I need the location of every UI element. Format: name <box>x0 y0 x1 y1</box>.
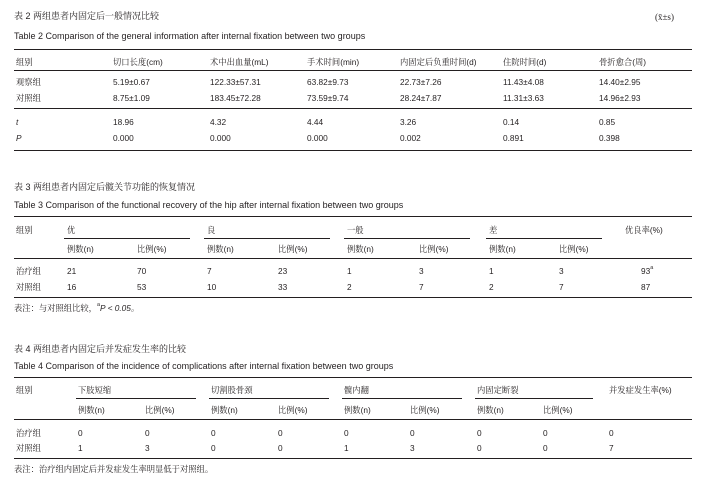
table3-group-underline <box>344 238 470 239</box>
table2-cell: 183.45±72.28 <box>210 93 261 103</box>
table3-cell: 2 <box>489 282 494 292</box>
table4-cell: 0 <box>410 428 415 438</box>
table3-rate-value: 93 <box>641 266 651 276</box>
table4-group-underline <box>475 398 593 399</box>
table2-cell: 0.000 <box>113 133 134 143</box>
table2-cell: P <box>16 133 22 143</box>
table2-cell: 14.40±2.95 <box>599 77 641 87</box>
table3-group-heading: 一般 <box>347 225 364 235</box>
table3-cell: 治疗组 <box>16 266 41 276</box>
table2-header-cell: 切口长度(cm) <box>113 57 163 67</box>
table4-cell: 0 <box>145 428 150 438</box>
table4-cell: 0 <box>477 428 482 438</box>
table4-cell: 3 <box>410 443 415 453</box>
table4-cell: 3 <box>145 443 150 453</box>
table2-cell: 28.24±7.87 <box>400 93 442 103</box>
table3-cell: 33 <box>278 282 288 292</box>
table4-group-heading: 髋内翻 <box>344 385 369 395</box>
table3-cell: 70 <box>137 266 147 276</box>
table2-cell: 0.002 <box>400 133 421 143</box>
table4-cell: 对照组 <box>16 443 41 453</box>
table3-top-rule <box>14 216 692 217</box>
table2-title-en: Table 2 Comparison of the general information after internal fixation between two groups <box>14 31 366 41</box>
table4-cell: 1 <box>78 443 83 453</box>
table3-note-suffix: P < 0.05。 <box>100 303 140 313</box>
table2-cell: 11.43±4.08 <box>503 77 544 87</box>
table3-subheader: 比例(%) <box>137 244 167 254</box>
table4-subheader: 例数(n) <box>477 405 504 415</box>
table2-cell: 4.44 <box>307 117 324 127</box>
table3-cell: 2 <box>347 282 352 292</box>
table3-cell: 23 <box>278 266 288 276</box>
table3-cell: 87 <box>641 282 651 292</box>
table2-cell: 22.73±7.26 <box>400 77 442 87</box>
table4-group-underline <box>342 398 462 399</box>
table4-cell: 0 <box>278 443 283 453</box>
table2-cell: 对照组 <box>16 93 41 103</box>
table3-cell: 1 <box>347 266 352 276</box>
table4-subheader: 例数(n) <box>344 405 371 415</box>
table3-subheader: 例数(n) <box>207 244 234 254</box>
table2-cell: 73.59±9.74 <box>307 93 349 103</box>
table4-subheader: 比例(%) <box>543 405 573 415</box>
table3-title-en: Table 3 Comparison of the functional recovery of the hip after internal fixation between two groups <box>14 200 404 210</box>
table2-cell: t <box>16 117 19 127</box>
table4-subheader: 例数(n) <box>78 405 105 415</box>
table3-bottom-rule <box>14 297 692 298</box>
table2-title-cn: 表 2 两组患者内固定后一般情况比较 <box>14 11 160 21</box>
table3-title-cn: 表 3 两组患者内固定后髋关节功能的恢复情况 <box>14 182 196 192</box>
table4-cell: 0 <box>211 443 216 453</box>
table4-cell: 0 <box>211 428 216 438</box>
table2-header-cell: 组别 <box>16 57 33 67</box>
table3-rate-cell <box>641 267 653 275</box>
table4-header-rule <box>14 419 692 420</box>
table4-cell: 1 <box>344 443 349 453</box>
table2-cell: 63.82±9.73 <box>307 77 349 87</box>
table3-cell: 3 <box>419 266 424 276</box>
table3-subheader: 例数(n) <box>67 244 94 254</box>
table2-bottom-rule <box>14 150 692 151</box>
table3-rate-label: 优良率(%) <box>625 225 663 235</box>
table3-group-underline <box>204 238 330 239</box>
table2-header-cell: 手术时间(min) <box>307 57 360 67</box>
table3-cell: 7 <box>419 282 424 292</box>
table2-cell: 122.33±57.31 <box>210 77 261 87</box>
table2-header-cell: 内固定后负重时间(d) <box>400 57 477 67</box>
table3-group-heading: 差 <box>489 225 498 235</box>
table2-cell: 0.000 <box>307 133 328 143</box>
table3-subheader: 比例(%) <box>419 244 449 254</box>
table4-group-heading: 内固定断裂 <box>477 385 519 395</box>
table2-body-rule <box>14 108 692 109</box>
table4-rate-label: 并发症发生率(%) <box>609 385 672 395</box>
table3-cell: 对照组 <box>16 282 41 292</box>
table2-cell: 8.75±1.09 <box>113 93 150 103</box>
table3-superscript: a <box>650 265 654 271</box>
table2-header-cell: 骨折愈合(周) <box>599 57 647 67</box>
table3-header-rule <box>14 258 692 259</box>
table4-group-underline <box>209 398 329 399</box>
table4-cell: 0 <box>609 428 614 438</box>
table4-note: 表注：治疗组内固定后并发症发生率明显低于对照组。 <box>14 464 214 474</box>
table3-subheader: 例数(n) <box>489 244 516 254</box>
table4-cell: 0 <box>543 428 548 438</box>
table3-cell: 7 <box>207 266 212 276</box>
table4-subheader: 例数(n) <box>211 405 238 415</box>
table4-title-en: Table 4 Comparison of the incidence of complications after internal fixation between two groups <box>14 361 394 371</box>
table2-header-cell: 住院时间(d) <box>503 57 547 67</box>
table4-cell: 0 <box>477 443 482 453</box>
table4-group-heading: 切割股骨颈 <box>211 385 253 395</box>
table3-cell: 10 <box>207 282 217 292</box>
table3-cell: 7 <box>559 282 564 292</box>
table3-group-heading: 良 <box>207 225 216 235</box>
table4-top-rule <box>14 377 692 378</box>
table3-subheader: 例数(n) <box>347 244 374 254</box>
table3-group-underline <box>486 238 602 239</box>
table4-subheader: 比例(%) <box>410 405 440 415</box>
table2-cell: 0.000 <box>210 133 231 143</box>
table2-cell: 14.96±2.93 <box>599 93 641 103</box>
table2-cell: 3.26 <box>400 117 417 127</box>
table2-cell: 11.31±3.63 <box>503 93 544 103</box>
table3-subheader: 比例(%) <box>278 244 308 254</box>
table2-cell: 观察组 <box>16 77 41 87</box>
table2-cell: 18.96 <box>113 117 134 127</box>
table2-unit: (x̄±s) <box>655 12 674 22</box>
table4-title-cn: 表 4 两组患者内固定后并发症发生率的比较 <box>14 344 187 354</box>
table3-group-label: 组别 <box>16 225 33 235</box>
table4-cell: 0 <box>278 428 283 438</box>
table4-cell: 7 <box>609 443 614 453</box>
table3-group-underline <box>64 238 190 239</box>
table2-cell: 5.19±0.67 <box>113 77 150 87</box>
table2-top-rule <box>14 49 692 50</box>
table3-cell: 1 <box>489 266 494 276</box>
table4-cell: 0 <box>78 428 83 438</box>
table3-note <box>14 304 139 312</box>
table3-note-sup: a <box>96 302 101 308</box>
table3-cell: 3 <box>559 266 564 276</box>
table3-group-heading: 优 <box>67 225 76 235</box>
table2-header-rule <box>14 70 692 71</box>
table2-cell: 4.32 <box>210 117 227 127</box>
table3-subheader: 比例(%) <box>559 244 589 254</box>
table4-cell: 0 <box>344 428 349 438</box>
table4-cell: 治疗组 <box>16 428 41 438</box>
table2-cell: 0.891 <box>503 133 524 143</box>
table2-cell: 0.14 <box>503 117 520 127</box>
table3-note-prefix: 表注：与对照组比较， <box>14 303 97 313</box>
table4-subheader: 比例(%) <box>145 405 175 415</box>
table4-bottom-rule <box>14 458 692 459</box>
table4-group-underline <box>76 398 196 399</box>
table2-cell: 0.398 <box>599 133 620 143</box>
table4-group-label: 组别 <box>16 385 33 395</box>
table3-cell: 53 <box>137 282 147 292</box>
table4-subheader: 比例(%) <box>278 405 308 415</box>
table2-header-cell: 术中出血量(mL) <box>210 57 269 67</box>
table2-cell: 0.85 <box>599 117 616 127</box>
table4-group-heading: 下肢短缩 <box>78 385 112 395</box>
table4-cell: 0 <box>543 443 548 453</box>
table3-cell: 21 <box>67 266 77 276</box>
table3-cell: 16 <box>67 282 77 292</box>
